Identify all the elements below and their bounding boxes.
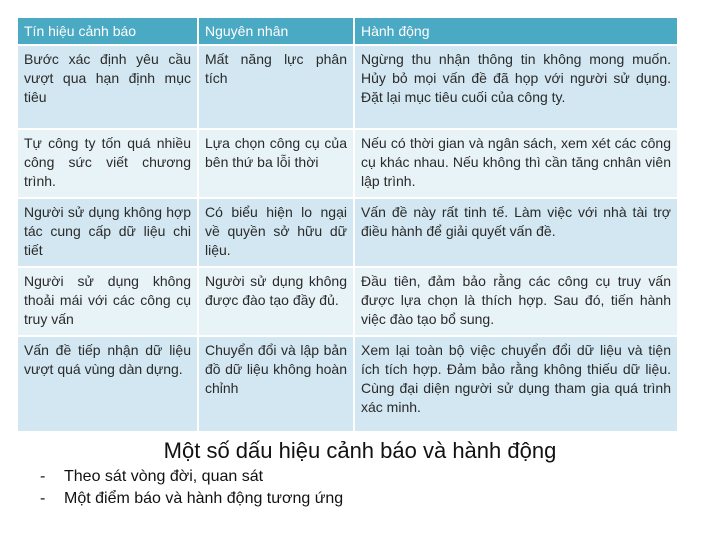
table-header-row: [18, 18, 678, 45]
cell-action: Vấn đề này rất tinh tế. Làm việc với nhà tài trợ điều hành để giải quyết vấn đề.: [354, 198, 678, 267]
bullet-list: [40, 466, 343, 510]
list-item: [40, 488, 343, 510]
table-row: [18, 267, 678, 336]
bullet-marker: -: [40, 468, 46, 485]
list-item: [40, 466, 343, 488]
cell-action: Nếu có thời gian và ngân sách, xem xét các công cụ khác nhau. Nếu không thì cần tăng cnhân viên lập trình.: [354, 129, 678, 198]
cell-action: Xem lại toàn bộ việc chuyển đổi dữ liệu và tiện ích tích hợp. Đảm bảo rằng không thiếu dữ liệu. Cùng đại diện người sử dụng tham gia quá trình xác minh.: [354, 336, 678, 432]
cell-action: Ngừng thu nhận thông tin không mong muốn. Hủy bỏ mọi vấn đề đã họp với người sử dụng. Đặt lại mục tiêu cuối của công ty.: [354, 45, 678, 129]
cell-warning-sign: Vấn đề tiếp nhận dữ liệu vượt quá vùng dàn dựng.: [18, 336, 198, 432]
cell-warning-sign: Bước xác định yêu cầu vượt qua hạn định mục tiêu: [18, 45, 198, 129]
header-cause: Nguyên nhân: [198, 18, 354, 45]
header-action: Hành động: [354, 18, 678, 45]
warning-signs-table: [18, 18, 679, 433]
cell-cause: Có biểu hiện lo ngại về quyền sở hữu dữ liệu.: [198, 198, 354, 267]
cell-cause: Lựa chọn công cụ của bên thứ ba lỗi thời: [198, 129, 354, 198]
cell-warning-sign: Người sử dụng không hợp tác cung cấp dữ liệu chi tiết: [18, 198, 198, 267]
table-row: [18, 45, 678, 129]
cell-cause: Mất năng lực phân tích: [198, 45, 354, 129]
bullet-text: Theo sát vòng đời, quan sát: [64, 468, 264, 485]
cell-cause: Chuyển đổi và lập bản đồ dữ liệu không hoàn chỉnh: [198, 336, 354, 432]
cell-warning-sign: Tự công ty tốn quá nhiều công sức viết chương trình.: [18, 129, 198, 198]
cell-cause: Người sử dụng không được đào tạo đầy đủ.: [198, 267, 354, 336]
table-row: [18, 198, 678, 267]
bullet-text: Một điểm báo và hành động tương ứng: [64, 490, 344, 507]
bullet-marker: -: [40, 490, 46, 507]
table-row: [18, 129, 678, 198]
cell-action: Đầu tiên, đảm bảo rằng các công cụ truy vấn được lựa chọn là thích hợp. Sau đó, tiến hành việc đào tạo bổ sung.: [354, 267, 678, 336]
table-caption: Một số dấu hiệu cảnh báo và hành động: [163, 438, 557, 463]
table-row: [18, 336, 678, 432]
header-warning-sign: Tín hiệu cảnh báo: [18, 18, 198, 45]
cell-warning-sign: Người sử dụng không thoải mái với các công cụ truy vấn: [18, 267, 198, 336]
